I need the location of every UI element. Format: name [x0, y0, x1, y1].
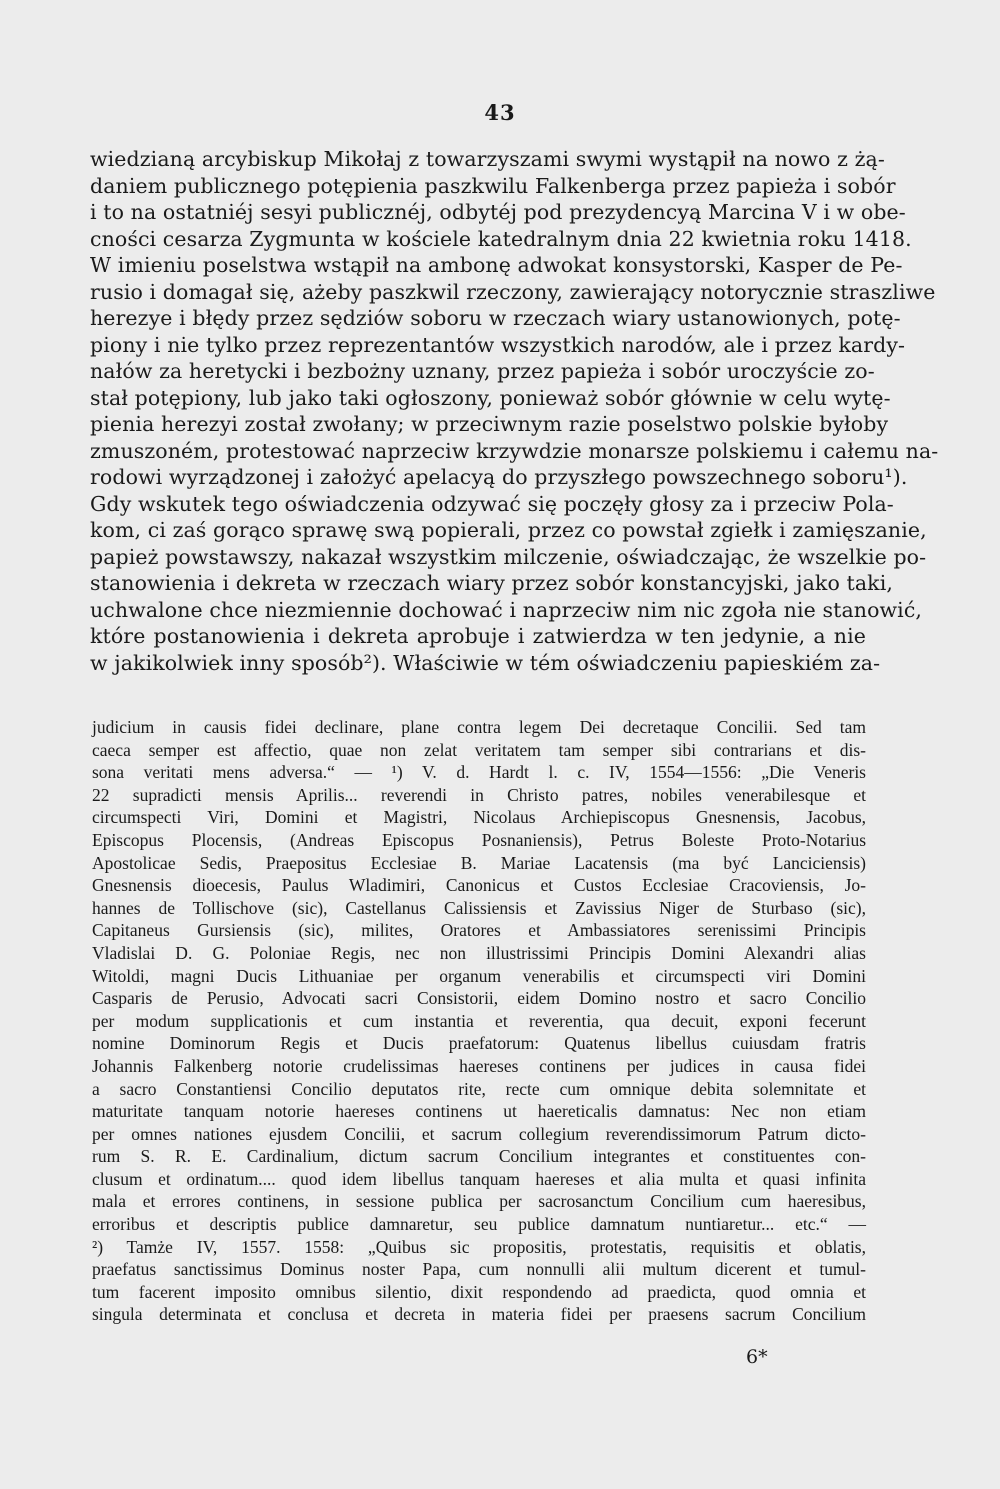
footnotes-block [92, 716, 866, 1326]
footnote-line: Apostolicae Sedis, Praepositus Ecclesiae B. Mariae Lacatensis (ma być Lanciciensis) [92, 852, 866, 873]
footnote-line: judicium in causis fidei declinare, plane contra legem Dei decretaque Concilii. Sed tam [92, 717, 866, 737]
footnote-line: Casparis de Perusio, Advocati sacri Consistorii, eidem Domino nostro et sacro Concilio [92, 988, 866, 1009]
main-text-line: herezye i błędy przez sędziów soboru w rzeczach wiary ustanowionych, potę- [90, 306, 901, 330]
main-text-line: stał potępiony, lub jako taki ogłoszony, ponieważ sobór głównie w celu wytę- [90, 385, 891, 410]
signature-mark: 6* [746, 1346, 768, 1368]
main-text-line: uchwalone chce niezmiennie dochować i naprzeciw nim nic zgoła nie stanowić, [90, 597, 923, 622]
main-text-line: które postanowienia i dekreta aprobuje i zatwierdza w ten jedynie, a nie [90, 624, 866, 648]
footnote-line: clusum et ordinatum.... quod idem libellus tanquam haereses et alia multa et quasi infinita [92, 1168, 866, 1189]
footnote-line: circumspecti Viri, Domini et Magistri, Nicolaus Archiepiscopus Gnesnensis, Jacobus, [92, 807, 866, 828]
main-text-line: nałów za heretycki i bezbożny uznany, przez papieża i sobór uroczyście zo- [90, 359, 875, 383]
main-text-line: daniem publicznego potępienia paszkwilu Falkenberga przez papieża i sobór [90, 173, 896, 198]
footnote-line: a sacro Constantiensi Concilio deputatos rite, recte cum omnique debita solemnitate et [92, 1078, 866, 1099]
footnote-line: 22 supradicti mensis Aprilis... reverendi in Christo patres, nobiles venerabilesque et [92, 784, 866, 805]
footnote-line: Episcopus Plocensis, (Andreas Episcopus Posnaniensis), Petrus Boleste Proto-Notarius [92, 829, 866, 850]
main-text-block [90, 146, 939, 676]
main-text-line: kom, ci zaś gorąco sprawę swą popierali, przez co powstał zgiełk i zamięszanie, [90, 518, 927, 542]
footnote-line: Vladislai D. G. Poloniae Regis, nec non illustrissimi Principis Domini Alexandri alias [92, 942, 866, 963]
footnote-line: mala et errores continens, in sessione publica per sacrosanctum Concilium cum haeresibus, [92, 1191, 866, 1212]
main-text-line: piony i nie tylko przez reprezentantów wszystkich narodów, ale i przez kardy- [90, 332, 906, 357]
main-text-line: wiedzianą arcybiskup Mikołaj z towarzyszami swymi wystąpił na nowo z żą- [90, 147, 885, 171]
main-text-line: i to na ostatniéj sesyi publicznéj, odbytéj pod prezydencyą Marcina V i w obe- [90, 200, 906, 224]
footnote-line: ²) Tamże IV, 1557. 1558: „Quibus sic propositis, protestatis, requisitis et oblatis, [92, 1236, 866, 1257]
main-text-line: rusio i domagał się, ażeby paszkwil rzeczony, zawierający notorycznie straszliwe [90, 279, 936, 304]
footnote-line: tum facerent imposito omnibus silentio, dixit respondendo ad praedicta, quod omnia et [92, 1281, 866, 1302]
footnote-line: singula determinata et conclusa et decreta in materia fidei per praesens sacrum Concilium [92, 1304, 866, 1325]
main-text-line: rodowi wyrządzonej i założyć apelacyą do przyszłego powszechnego soboru¹). [90, 465, 908, 489]
footnote-line: nomine Dominorum Regis et Ducis praefatorum: Quatenus libellus cuiusdam fratris [92, 1033, 866, 1054]
main-text-line: pienia herezyi został zwołany; w przeciwnym razie poselstwo polskie byłoby [90, 412, 889, 436]
main-text-line: Gdy wskutek tego oświadczenia odzywać się poczęły głosy za i przeciw Pola- [90, 491, 894, 516]
footnote-line: sona veritati mens adversa.“ — ¹) V. d. Hardt l. c. IV, 1554—1556: „Die Veneris [92, 762, 866, 783]
footnote-line: caeca semper est affectio, quae non zelat veritatem tam semper sibi contrarians et dis- [92, 739, 866, 760]
main-text-line: papież powstawszy, nakazał wszystkim milczenie, oświadczając, że wszelkie po- [90, 544, 927, 569]
footnote-line: Gnesnensis dioecesis, Paulus Wladimiri, Canonicus et Custos Ecclesiae Cracoviensis, Jo- [92, 875, 866, 896]
footnote-line: rum S. R. E. Cardinalium, dictum sacrum Concilium integrantes et constituentes con- [92, 1146, 866, 1167]
main-text-line: W imieniu poselstwa wstąpił na ambonę adwokat konsystorski, Kasper de Pe- [90, 253, 903, 277]
footnote-line: per omnes nationes ejusdem Concilii, et sacrum collegium reverendissimorum Patrum dicto- [92, 1123, 866, 1144]
footnote-line: per modum supplicationis et cum instantia et reverentia, qua decuit, exponi fecerunt [92, 1010, 866, 1031]
page-number: 43 [484, 100, 516, 125]
footnote-line: erroribus et descriptis publice damnaretur, seu publice damnatum nuntiaretur... etc.“ — [92, 1214, 866, 1235]
footnote-line: Capitaneus Gursiensis (sic), milites, Oratores et Ambassiatores serenissimi Principis [92, 920, 866, 941]
footnote-line: praefatus sanctissimus Dominus noster Papa, cum nonnulli alii multum dicerent et tumul- [92, 1259, 866, 1280]
footnote-line: maturitate tanquam notorie haereses continens ut haereticalis damnatus: Nec non etiam [92, 1101, 866, 1122]
footnote-line: Johannis Falkenberg notorie crudelissimas haereses continens per judices in causa fidei [92, 1055, 866, 1076]
footnote-line: Witoldi, magni Ducis Lithuaniae per organum venerabilis et circumspecti viri Domini [92, 965, 866, 986]
main-text-line: cności cesarza Zygmunta w kościele katedralnym dnia 22 kwietnia roku 1418. [90, 226, 912, 251]
footnote-line: hannes de Tollischove (sic), Castellanus Calissiensis et Zavissius Niger de Sturbaso (sic), [92, 897, 866, 918]
main-text-line: zmuszoném, protestować naprzeciw krzywdzie monarsze polskiemu i całemu na- [90, 438, 939, 463]
main-text-line: w jakikolwiek inny sposób²). Właściwie w tém oświadczeniu papieskiém za- [90, 650, 881, 675]
main-text-line: stanowienia i dekreta w rzeczach wiary przez sobór konstancyjski, jako taki, [90, 571, 893, 595]
